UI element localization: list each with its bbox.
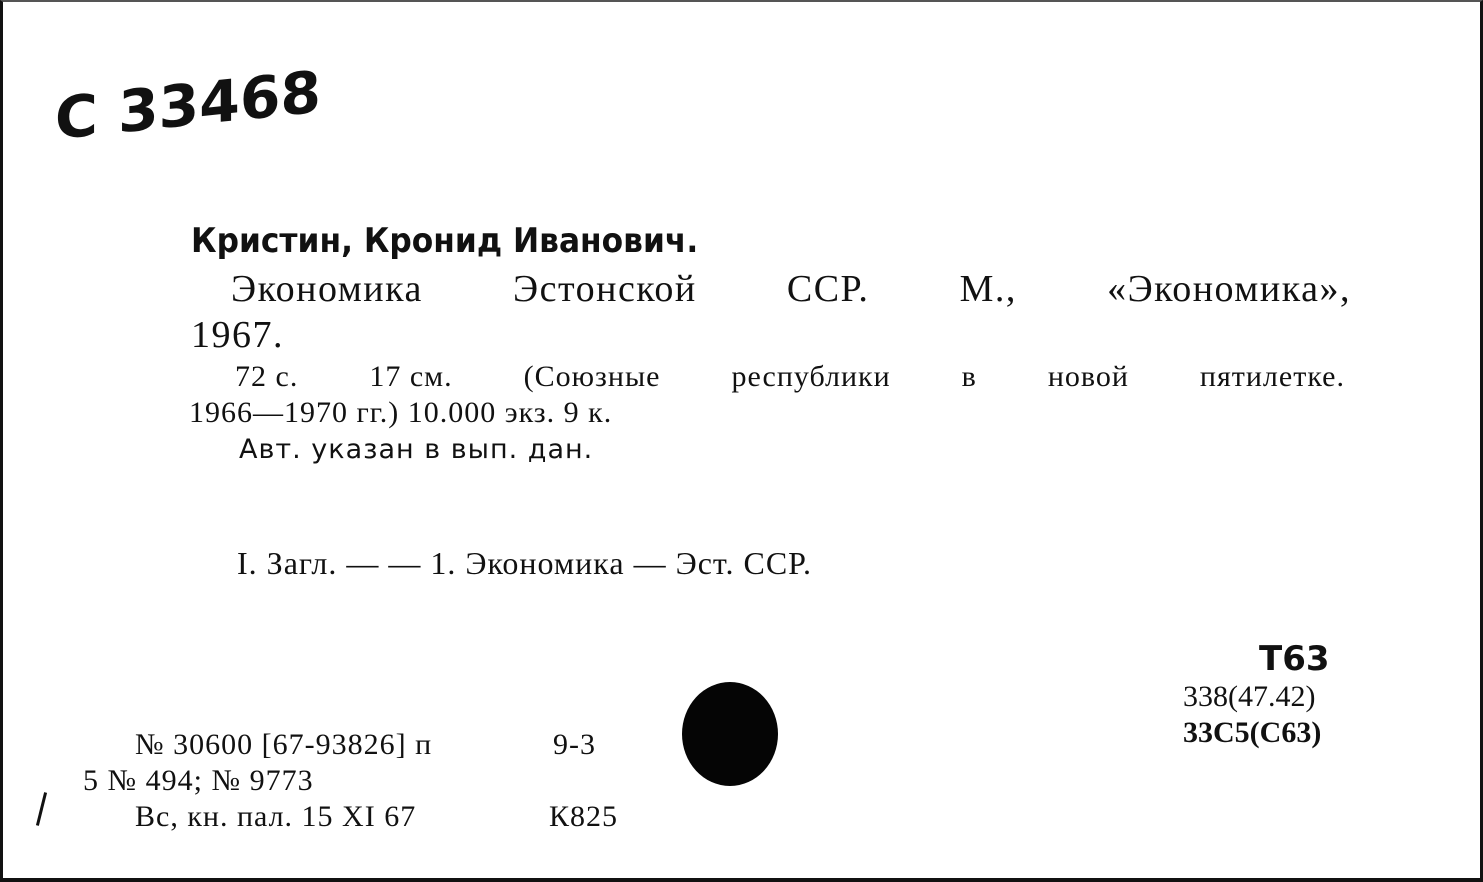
classification-mark: Т63 xyxy=(1259,639,1330,679)
imprint-line-1-left: № 30600 [67-93826] п xyxy=(135,728,433,761)
title-line-1 xyxy=(231,270,1351,308)
imprint-line-3-right: К825 xyxy=(549,800,619,833)
collation-word: республики xyxy=(731,360,891,393)
tracings: I. Загл. — — 1. Экономика — Эст. ССР. xyxy=(237,545,812,581)
collation-word: пятилетке. xyxy=(1199,360,1345,393)
imprint-line-3-left: Вс, кн. пал. 15 XI 67 xyxy=(135,800,417,833)
title-word: «Экономика», xyxy=(1107,268,1351,310)
title-line-2: 1967. xyxy=(191,314,284,356)
note: Авт. указан в вып. дан. xyxy=(239,434,594,465)
title-word: М., xyxy=(959,268,1017,310)
collation-word: (Союзные xyxy=(523,360,661,393)
imprint-line-1-right: 9-3 xyxy=(553,728,596,761)
udc-line-1: 338(47.42) xyxy=(1183,680,1316,713)
imprint-line-2: 5 № 494; № 9773 xyxy=(83,764,314,797)
collation-line-2: 1966—1970 гг.) 10.000 экз. 9 к. xyxy=(189,396,613,429)
punch-hole xyxy=(682,682,778,786)
collation-word: новой xyxy=(1047,360,1129,393)
shelfmark: C 33468 xyxy=(55,57,322,153)
author-heading: Кристин, Кронид Иванович. xyxy=(191,221,699,261)
title-word: Эстонской xyxy=(513,268,697,310)
collation-word: в xyxy=(961,360,977,393)
title-word: Экономика xyxy=(231,268,423,310)
collation-line-1 xyxy=(235,362,1345,392)
collation-word: 72 с. xyxy=(235,360,299,393)
udc-line-2: 33С5(С63) xyxy=(1183,716,1322,749)
collation-word: 17 см. xyxy=(369,360,453,393)
pen-mark xyxy=(36,792,47,826)
title-word: ССР. xyxy=(786,268,870,310)
